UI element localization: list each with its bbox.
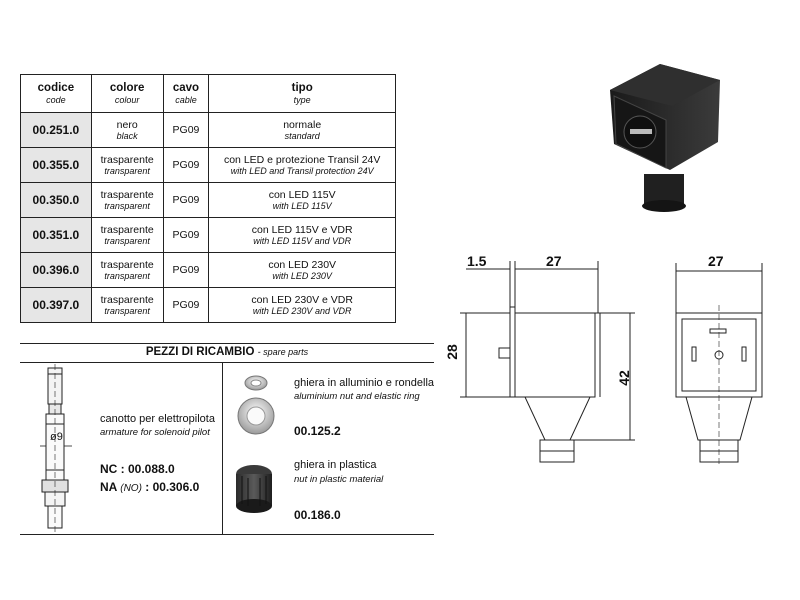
dim-1-5: 1.5 (467, 253, 487, 269)
armature-label-en: armature for solenoid pilot (100, 427, 210, 438)
row-cable: PG09 (163, 288, 209, 323)
row-code: 00.355.0 (21, 148, 92, 183)
table-row (21, 148, 396, 183)
plastic-nut-label-it: ghiera in plastica (294, 459, 377, 471)
aluminium-nut-label-it: ghiera in alluminio e rondella (294, 377, 435, 389)
spare-bottom-rule (20, 534, 434, 535)
header-colour: colore colour (91, 75, 163, 113)
row-type: con LED 115V with LED 115V (209, 183, 396, 218)
table-row (21, 183, 396, 218)
row-colour: trasparente transparent (91, 253, 163, 288)
diameter-label: ø9 (50, 431, 63, 443)
dim-27-side: 27 (546, 253, 562, 269)
header-code: codice code (21, 75, 92, 113)
row-code: 00.397.0 (21, 288, 92, 323)
aluminium-nut-image (232, 370, 282, 440)
plastic-nut-image (230, 460, 280, 520)
row-cable: PG09 (163, 148, 209, 183)
row-colour: trasparente transparent (91, 218, 163, 253)
row-code: 00.396.0 (21, 253, 92, 288)
row-cable: PG09 (163, 113, 209, 148)
dim-28: 28 (443, 344, 460, 360)
spare-divider (222, 362, 223, 534)
row-cable: PG09 (163, 218, 209, 253)
row-colour: trasparente transparent (91, 183, 163, 218)
header-cable: cavo cable (163, 75, 209, 113)
armature-label-it: canotto per elettropilota (100, 413, 215, 425)
row-code: 00.251.0 (21, 113, 92, 148)
nc-code: NC : 00.088.0 (100, 462, 175, 476)
spare-top-rule (20, 343, 434, 344)
dim-42: 42 (615, 370, 632, 386)
aluminium-nut-code: 00.125.2 (294, 424, 341, 438)
row-cable: PG09 (163, 183, 209, 218)
table-row (21, 288, 396, 323)
row-code: 00.351.0 (21, 218, 92, 253)
na-code: NA (NO) : 00.306.0 (100, 480, 200, 494)
codes-table (20, 74, 396, 323)
armature-drawing (28, 364, 88, 534)
row-type: con LED 230V with LED 230V (209, 253, 396, 288)
spare-mid-rule (20, 362, 434, 363)
plastic-nut-label-en: nut in plastic material (294, 474, 384, 485)
row-colour: trasparente transparent (91, 288, 163, 323)
connector-photo (600, 60, 730, 220)
row-type: con LED 230V e VDR with LED 230V and VDR (209, 288, 396, 323)
plastic-nut-code: 00.186.0 (294, 508, 341, 522)
row-type: con LED e protezione Transil 24V with LED and Transil protection 24V (209, 148, 396, 183)
front-view-drawing (660, 245, 780, 485)
table-row (21, 113, 396, 148)
row-type: normale standard (209, 113, 396, 148)
aluminium-nut-label-en: aluminium nut and elastic ring (294, 391, 420, 402)
row-colour: nero black (91, 113, 163, 148)
row-type: con LED 115V e VDR with LED 115V and VDR (209, 218, 396, 253)
header-type: tipo type (209, 75, 396, 113)
table-header-row (21, 75, 396, 113)
row-code: 00.350.0 (21, 183, 92, 218)
row-cable: PG09 (163, 253, 209, 288)
side-view-drawing (440, 245, 640, 485)
table-row (21, 253, 396, 288)
table-row (21, 218, 396, 253)
spare-parts-title: PEZZI DI RICAMBIO - spare parts (145, 346, 309, 358)
row-colour: trasparente transparent (91, 148, 163, 183)
dim-27-front: 27 (708, 253, 724, 269)
